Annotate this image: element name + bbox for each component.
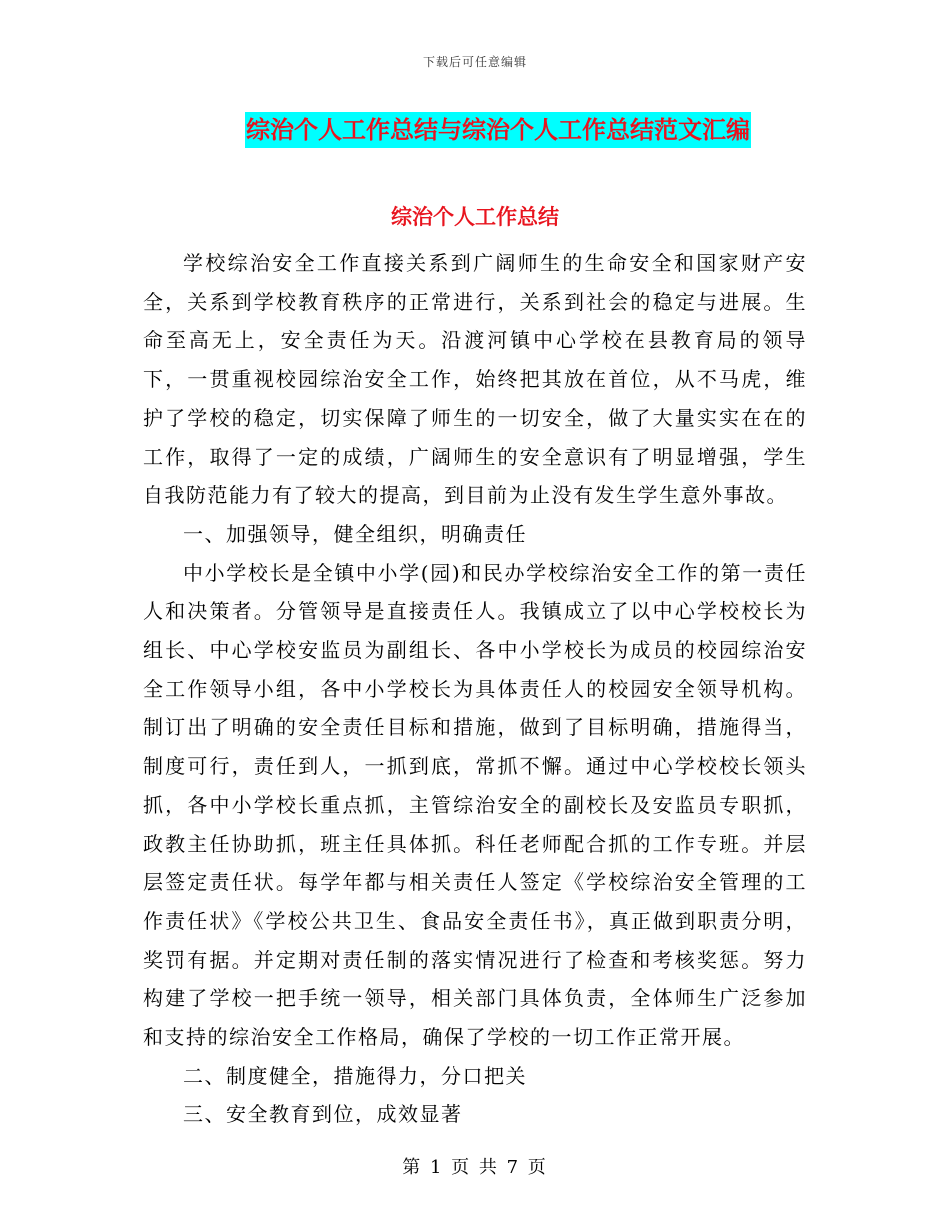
paragraph-intro: 学校综治安全工作直接关系到广阔师生的生命安全和国家财产安全，关系到学校教育秩序的正常进行，关系到社会的稳定与进展。生命至高无上，安全责任为天。沿渡河镇中心学校在县教育局的领导下，一贯重视校园综治安全工作，始终把其放在首位，从不马虎，维护了学校的稳定，切实保障了师生的一切安全，做了大量实实在在的工作，取得了一定的成绩，广阔师生的安全意识有了明显增强，学生自我防范能力有了较大的提高，到目前为止没有发生学生意外事故。: [143, 251, 807, 508]
header-note: 下载后可任意编辑: [422, 55, 527, 69]
heading-two: 二、制度健全，措施得力，分口把关: [183, 1063, 527, 1088]
document-title: 综治个人工作总结与综治个人工作总结范文汇编: [245, 112, 751, 148]
section-title: 综治个人工作总结: [391, 205, 559, 229]
heading-three: 三、安全教育到位，成效显著: [183, 1102, 463, 1127]
paragraph-one: 中小学校长是全镇中小学(园)和民办学校综治安全工作的第一责任人和决策者。分管领导是直接责任人。我镇成立了以中心学校校长为组长、中心学校安监员为副组长、各中小学校长为成员的校园综治安全工作领导小组，各中小学校长为具体责任人的校园安全领导机构。制订出了明确的安全责任目标和措施，做到了目标明确，措施得当，制度可行，责任到人，一抓到底，常抓不懈。通过中心学校校长领头抓，各中小学校长重点抓，主管综治安全的副校长及安监员专职抓，政教主任协助抓，班主任具体抓。科任老师配合抓的工作专班。并层层签定责任状。每学年都与相关责任人签定《学校综治安全管理的工作责任状》《学校公共卫生、食品安全责任书》，真正做到职责分明，奖罚有据。并定期对责任制的落实情况进行了检查和考核奖惩。努力构建了学校一把手统一领导，相关部门具体负责，全体师生广泛参加和支持的综治安全工作格局，确保了学校的一切工作正常开展。: [143, 560, 807, 1050]
page-footer: 第 1 页 共 7 页: [402, 1157, 548, 1178]
document-title-container: [0, 112, 950, 148]
heading-one: 一、加强领导，健全组织，明确责任: [183, 521, 527, 546]
document-body: [143, 244, 807, 1134]
